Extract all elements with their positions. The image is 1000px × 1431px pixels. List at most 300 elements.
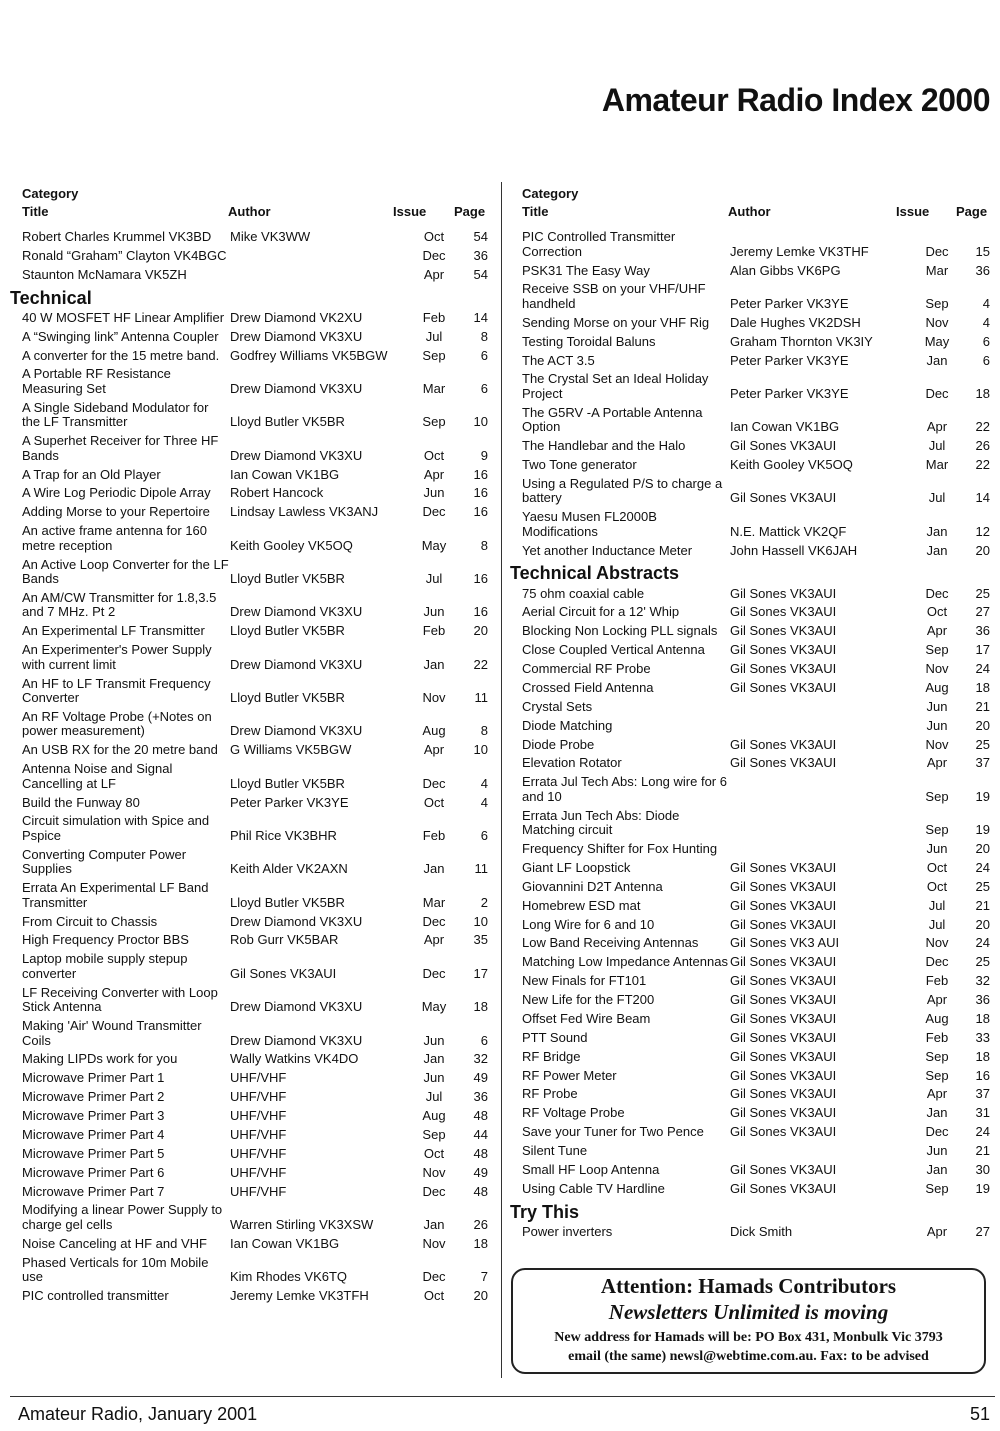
index-entry	[20, 641, 492, 674]
entry-title: Noise Canceling at HF and VHF	[22, 1235, 207, 1251]
entry-page: 21	[975, 1143, 990, 1159]
entry-author: Gil Sones VK3AUI	[730, 661, 837, 677]
entry-title: An HF to LF Transmit Frequency Converter	[22, 675, 211, 706]
entry-page: 25	[975, 736, 990, 752]
entry-page: 11	[474, 690, 488, 706]
entry-page: 21	[975, 897, 990, 913]
entry-issue: Apr	[423, 742, 445, 758]
entry-issue: Jul	[425, 328, 443, 344]
entry-title: Yet another Inductance Meter	[522, 542, 693, 558]
index-entry	[520, 1048, 990, 1067]
entry-issue: Dec	[925, 243, 949, 259]
entry-issue: May	[421, 999, 447, 1015]
index-entry	[520, 622, 990, 641]
index-entry	[520, 660, 990, 679]
entry-page: 17	[473, 965, 488, 981]
entry-issue: Dec	[925, 1124, 949, 1140]
header-title: Title	[522, 204, 549, 219]
entry-author: Dick Smith	[730, 1223, 793, 1239]
entry-issue: Nov	[925, 314, 949, 330]
entry-author: Kim Rhodes VK6TQ	[230, 1269, 348, 1285]
entry-author: Lindsay Lawless VK3ANJ	[230, 504, 379, 520]
entry-page: 17	[975, 642, 990, 658]
index-entry	[520, 280, 990, 313]
entry-author: Peter Parker VK3YE	[730, 295, 849, 311]
header-page: Page	[956, 204, 988, 219]
entry-issue: Jul	[928, 438, 946, 454]
entry-title: An USB RX for the 20 metre band	[22, 742, 218, 758]
section-heading: Technical Abstracts	[510, 563, 680, 584]
entry-page: 25	[975, 878, 990, 894]
entry-author: Gil Sones VK3AUI	[730, 623, 837, 639]
entry-author: UHF/VHF	[230, 1108, 287, 1124]
entry-issue: Oct	[423, 229, 445, 245]
entry-page: 24	[975, 1124, 990, 1140]
entry-page: 19	[975, 788, 990, 804]
index-entry	[20, 346, 492, 365]
entry-issue: Apr	[926, 1086, 948, 1102]
entry-author: Robert Hancock	[230, 485, 324, 501]
entry-page: 22	[473, 656, 488, 672]
footer-rule	[10, 1396, 995, 1397]
entry-title: Frequency Shifter for Fox Hunting	[522, 841, 718, 857]
entry-title: Yaesu Musen FL2000B Modifications	[522, 509, 657, 539]
index-entry	[520, 351, 990, 370]
entry-page: 30	[975, 1161, 990, 1177]
entry-author: Gil Sones VK3AUI	[730, 1124, 837, 1140]
entry-author: Drew Diamond VK3XU	[230, 913, 363, 929]
entry-author: Jeremy Lemke VK3THF	[730, 243, 869, 259]
entry-title: Microwave Primer Part 2	[22, 1089, 165, 1105]
index-entry	[20, 1201, 492, 1234]
entry-page: 22	[975, 419, 990, 435]
index-entry	[20, 266, 492, 285]
header-title: Title	[22, 204, 49, 219]
entry-author: Gil Sones VK3AUI	[730, 992, 837, 1008]
index-entry	[520, 807, 990, 840]
index-entry	[20, 1017, 492, 1050]
entry-author: Lloyd Butler VK5BR	[230, 775, 345, 791]
entry-issue: Apr	[926, 623, 948, 639]
entry-title: A Wire Log Periodic Dipole Array	[22, 485, 211, 501]
entry-page: 15	[975, 243, 990, 259]
entry-title: RF Voltage Probe	[522, 1105, 625, 1121]
entry-author: Lloyd Butler VK5BR	[230, 414, 345, 430]
entry-title: Microwave Primer Part 7	[22, 1183, 165, 1199]
entry-title: An Active Loop Converter for the LF Bands	[22, 556, 229, 587]
column-divider	[501, 182, 502, 1378]
entry-issue: Dec	[422, 1183, 446, 1199]
entry-issue: Jul	[425, 571, 443, 587]
entry-page: 24	[975, 661, 990, 677]
entry-page: 4	[480, 794, 488, 810]
index-entry	[520, 1104, 990, 1123]
entry-issue: Dec	[422, 248, 446, 264]
entry-page: 48	[473, 1108, 488, 1124]
entry-issue: Apr	[423, 932, 445, 948]
index-entry	[520, 859, 990, 878]
entry-title: Microwave Primer Part 3	[22, 1108, 165, 1124]
entry-page: 36	[975, 992, 990, 1008]
entry-author: Gil Sones VK3AUI	[730, 1067, 837, 1083]
page-title: Amateur Radio Index 2000	[601, 82, 990, 118]
entry-page: 36	[975, 623, 990, 639]
entry-author: Peter Parker VK3YE	[730, 352, 849, 368]
entry-title: Microwave Primer Part 1	[22, 1070, 165, 1086]
entry-title: 40 W MOSFET HF Linear Amplifier	[22, 309, 225, 325]
entry-issue: Dec	[422, 1269, 446, 1285]
entry-page: 4	[480, 775, 488, 791]
entry-page: 6	[480, 380, 488, 396]
entry-title: Errata Jun Tech Abs: Diode Matching circuit	[522, 807, 680, 838]
index-entry	[20, 1287, 492, 1306]
entry-issue: Sep	[925, 1067, 949, 1083]
entry-title: Ronald “Graham” Clayton VK4BGC	[22, 248, 227, 264]
entry-title: PIC Controlled Transmitter Correction	[522, 229, 676, 259]
entry-page: 8	[480, 723, 488, 739]
index-entry	[20, 555, 492, 588]
entry-page: 9	[480, 447, 488, 463]
index-entry	[20, 465, 492, 484]
index-entry	[20, 309, 492, 328]
entry-page: 4	[982, 314, 990, 330]
entry-author: John Hassell VK6JAH	[730, 542, 858, 558]
entry-issue: Nov	[422, 1164, 446, 1180]
entry-title: Phased Verticals for 10m Mobile use	[22, 1254, 209, 1285]
index-entry	[520, 735, 990, 754]
index-entry	[20, 879, 492, 912]
right-rows	[510, 228, 990, 1241]
entry-title: Long Wire for 6 and 10	[522, 916, 655, 932]
entry-author: UHF/VHF	[230, 1089, 287, 1105]
entry-issue: Nov	[925, 935, 949, 951]
entry-title: A converter for the 15 metre band.	[22, 347, 220, 363]
entry-author: Gil Sones VK3AUI	[730, 604, 837, 620]
entry-author: Warren Stirling VK3XSW	[230, 1216, 374, 1232]
entry-title: Offset Fed Wire Beam	[522, 1010, 651, 1026]
entry-page: 7	[480, 1269, 488, 1285]
entry-issue: May	[421, 537, 447, 553]
entry-author: Jeremy Lemke VK3TFH	[230, 1288, 369, 1304]
entry-title: Giovannini D2T Antenna	[522, 878, 663, 894]
entry-title: The ACT 3.5	[522, 352, 595, 368]
entry-title: Errata An Experimental LF Band Transmitter	[22, 880, 209, 910]
entry-author: Lloyd Butler VK5BR	[230, 894, 345, 910]
index-entry	[20, 1088, 492, 1107]
entry-author: Gil Sones VK3AUI	[730, 1086, 837, 1102]
entry-author: Drew Diamond VK3XU	[230, 604, 363, 620]
entry-author: Gil Sones VK3AUI	[730, 973, 837, 989]
entry-issue: Jun	[423, 485, 445, 501]
column-header	[20, 184, 492, 220]
entry-title: Aerial Circuit for a 12' Whip	[522, 604, 680, 620]
entry-issue: Oct	[423, 794, 445, 810]
entry-author: Mike VK3WW	[230, 229, 311, 245]
entry-issue: Aug	[925, 679, 949, 695]
entry-author: Peter Parker VK3YE	[730, 385, 849, 401]
entry-author: Lloyd Butler VK5BR	[230, 623, 345, 639]
index-entry	[20, 741, 492, 760]
entry-title: New Finals for FT101	[522, 973, 647, 989]
index-entry	[20, 247, 492, 266]
index-entry	[20, 622, 492, 641]
entry-issue: Jan	[926, 1161, 948, 1177]
entry-issue: Oct	[423, 447, 445, 463]
notice-subheading: Newsletters Unlimited is moving	[608, 1300, 889, 1324]
entry-page: 6	[982, 333, 990, 349]
entry-page: 14	[473, 309, 488, 325]
entry-title: A Portable RF Resistance Measuring Set	[22, 366, 171, 396]
entry-author: Peter Parker VK3YE	[230, 794, 349, 810]
entry-issue: Dec	[422, 504, 446, 520]
entry-title: Making LIPDs work for you	[22, 1051, 178, 1067]
entry-author: Gil Sones VK3AUI	[730, 438, 837, 454]
index-entry	[520, 754, 990, 773]
entry-page: 10	[473, 414, 488, 430]
entry-page: 16	[473, 466, 488, 482]
index-entry	[520, 991, 990, 1010]
index-entry	[520, 953, 990, 972]
entry-page: 20	[473, 1288, 488, 1304]
entry-author: Gil Sones VK3 AUI	[730, 935, 840, 951]
header-category: Category	[522, 186, 579, 201]
entry-author: Gil Sones VK3AUI	[730, 736, 837, 752]
entry-issue: Feb	[925, 1029, 949, 1045]
index-entry	[520, 475, 990, 508]
index-entry	[520, 717, 990, 736]
index-entry	[20, 228, 492, 247]
entry-page: 22	[975, 457, 990, 473]
entry-title: An active frame antenna for 160 metre reception	[22, 523, 208, 553]
index-entry	[20, 1069, 492, 1088]
entry-page: 18	[975, 385, 990, 401]
entry-issue: Oct	[423, 1145, 445, 1161]
entry-title: Diode Matching	[522, 717, 613, 733]
index-entry	[20, 1050, 492, 1069]
entry-author: UHF/VHF	[230, 1183, 287, 1199]
entry-title: The Crystal Set an Ideal Holiday Project	[522, 371, 709, 401]
entry-issue: Feb	[422, 309, 446, 325]
index-entry	[520, 1180, 990, 1199]
entry-author: UHF/VHF	[230, 1126, 287, 1142]
entry-issue: Nov	[925, 661, 949, 677]
index-entry	[520, 1223, 990, 1242]
header-issue: Issue	[393, 204, 427, 219]
entry-issue: Dec	[925, 585, 949, 601]
entry-title: Homebrew ESD mat	[522, 897, 641, 913]
entry-title: Two Tone generator	[522, 457, 637, 473]
index-entry	[20, 522, 492, 555]
entry-title: From Circuit to Chassis	[22, 913, 158, 929]
entry-author: Drew Diamond VK3XU	[230, 999, 363, 1015]
header-page: Page	[454, 204, 486, 219]
entry-page: 35	[473, 932, 488, 948]
entry-issue: Sep	[422, 1126, 446, 1142]
entry-issue: Jan	[926, 542, 948, 558]
entry-page: 18	[473, 999, 488, 1015]
entry-page: 36	[473, 1089, 488, 1105]
entry-issue: May	[924, 333, 950, 349]
entry-issue: Sep	[422, 347, 446, 363]
entry-issue: Sep	[925, 788, 949, 804]
index-entry	[20, 1182, 492, 1201]
entry-author: Drew Diamond VK2XU	[230, 309, 363, 325]
entry-page: 49	[473, 1070, 488, 1086]
index-entry	[520, 1161, 990, 1180]
index-entry	[520, 314, 990, 333]
entry-page: 8	[480, 537, 488, 553]
entry-title: Giant LF Loopstick	[522, 859, 631, 875]
entry-page: 21	[975, 698, 990, 714]
entry-title: Using a Regulated P/S to charge a battery	[522, 475, 723, 506]
entry-author: Drew Diamond VK3XU	[230, 328, 363, 344]
entry-title: Elevation Rotator	[522, 755, 622, 771]
entry-title: Circuit simulation with Spice and Pspice	[22, 813, 210, 843]
entry-title: Microwave Primer Part 6	[22, 1164, 165, 1180]
entry-author: Rob Gurr VK5BAR	[230, 932, 339, 948]
entry-author: Ian Cowan VK1BG	[730, 419, 840, 435]
index-entry	[520, 1085, 990, 1104]
index-entry	[520, 934, 990, 953]
left-rows	[10, 228, 492, 1306]
entry-issue: Dec	[422, 965, 446, 981]
entry-page: 36	[975, 262, 990, 278]
entry-title: The G5RV -A Portable Antenna Option	[522, 404, 703, 435]
entry-author: Ian Cowan VK1BG	[230, 1235, 340, 1251]
entry-author: Lloyd Butler VK5BR	[230, 571, 345, 587]
entry-page: 27	[975, 604, 990, 620]
entry-issue: Jan	[423, 1216, 445, 1232]
index-entry	[520, 972, 990, 991]
entry-author: Gil Sones VK3AUI	[730, 755, 837, 771]
entry-title: Microwave Primer Part 4	[22, 1126, 165, 1142]
entry-title: RF Bridge	[522, 1048, 581, 1064]
entry-page: 25	[975, 954, 990, 970]
entry-issue: Sep	[925, 822, 949, 838]
entry-title: Converting Computer Power Supplies	[22, 846, 187, 877]
entry-issue: Sep	[925, 1180, 949, 1196]
entry-author: UHF/VHF	[230, 1070, 287, 1086]
entry-page: 6	[982, 352, 990, 368]
entry-author: Keith Gooley VK5OQ	[730, 457, 853, 473]
entry-issue: Oct	[926, 604, 948, 620]
entry-author: Lloyd Butler VK5BR	[230, 690, 345, 706]
entry-page: 32	[975, 973, 990, 989]
header-author: Author	[728, 204, 771, 219]
index-entry	[20, 760, 492, 793]
entry-title: Blocking Non Locking PLL signals	[522, 623, 718, 639]
entry-page: 6	[480, 827, 488, 843]
entry-issue: Feb	[925, 973, 949, 989]
entry-author: Ian Cowan VK1BG	[230, 466, 340, 482]
entry-page: 54	[473, 266, 488, 282]
entry-issue: Aug	[422, 1108, 446, 1124]
entry-title: Microwave Primer Part 5	[22, 1145, 165, 1161]
entry-author: Drew Diamond VK3XU	[230, 447, 363, 463]
index-entry	[20, 1235, 492, 1254]
entry-title: Sending Morse on your VHF Rig	[522, 314, 710, 330]
entry-issue: Jun	[926, 1143, 948, 1159]
entry-page: 27	[975, 1223, 990, 1239]
entry-author: N.E. Mattick VK2QF	[730, 523, 847, 539]
entry-title: Crystal Sets	[522, 698, 593, 714]
entry-title: The Handlebar and the Halo	[522, 438, 686, 454]
entry-page: 26	[473, 1216, 488, 1232]
index-entry	[520, 456, 990, 475]
notice-address: New address for Hamads will be: PO Box 431, Monbulk Vic 3793	[554, 1330, 943, 1345]
entry-author: Gil Sones VK3AUI	[730, 897, 837, 913]
entry-issue: Nov	[925, 736, 949, 752]
entry-page: 16	[473, 571, 488, 587]
entry-issue: Feb	[422, 623, 446, 639]
entry-page: 44	[473, 1126, 488, 1142]
index-entry	[520, 437, 990, 456]
entry-author: Gil Sones VK3AUI	[730, 878, 837, 894]
entry-issue: Jan	[423, 656, 445, 672]
index-entry	[520, 1142, 990, 1161]
entry-title: Power inverters	[522, 1223, 613, 1239]
entry-title: Low Band Receiving Antennas	[522, 935, 699, 951]
entry-author: Dale Hughes VK2DSH	[730, 314, 861, 330]
entry-issue: Jan	[423, 1051, 445, 1067]
entry-author: Keith Gooley VK5OQ	[230, 537, 353, 553]
entry-issue: Mar	[422, 380, 446, 396]
entry-page: 31	[975, 1105, 990, 1121]
entry-title: Crossed Field Antenna	[522, 679, 654, 695]
entry-title: RF Probe	[522, 1086, 578, 1102]
entry-issue: Oct	[926, 859, 948, 875]
index-entry	[520, 698, 990, 717]
entry-page: 20	[975, 916, 990, 932]
entry-title: Diode Probe	[522, 736, 595, 752]
index-entry	[20, 950, 492, 983]
entry-author: Gil Sones VK3AUI	[730, 1010, 837, 1026]
index-entry	[20, 432, 492, 465]
entry-author: Gil Sones VK3AUI	[730, 916, 837, 932]
entry-author: Gil Sones VK3AUI	[730, 585, 837, 601]
entry-issue: Dec	[925, 385, 949, 401]
index-entry	[520, 508, 990, 541]
entry-title: High Frequency Proctor BBS	[22, 932, 189, 948]
entry-title: A “Swinging link” Antenna Coupler	[22, 328, 219, 344]
entry-author: UHF/VHF	[230, 1145, 287, 1161]
section-heading: Technical	[10, 287, 92, 308]
header-author: Author	[228, 204, 271, 219]
entry-title: Antenna Noise and Signal Cancelling at LF	[22, 761, 173, 791]
entry-page: 48	[473, 1145, 488, 1161]
index-entry	[520, 1123, 990, 1142]
entry-page: 20	[975, 717, 990, 733]
index-entry	[520, 370, 990, 403]
index-entry	[520, 603, 990, 622]
entry-issue: Jun	[423, 1032, 445, 1048]
entry-author: Keith Alder VK2AXN	[230, 861, 348, 877]
entry-issue: Mar	[422, 894, 446, 910]
index-entry	[20, 846, 492, 879]
entry-title: An AM/CW Transmitter for 1.8,3.5 and 7 MHz. Pt 2	[22, 589, 217, 620]
entry-page: 18	[975, 1010, 990, 1026]
entry-title: Laptop mobile supply stepup converter	[22, 951, 188, 981]
entry-author: Phil Rice VK3BHR	[230, 827, 337, 843]
entry-title: PTT Sound	[522, 1029, 588, 1045]
entry-author: Gil Sones VK3AUI	[730, 1105, 837, 1121]
index-entry	[520, 641, 990, 660]
entry-issue: Jun	[423, 604, 445, 620]
index-entry	[20, 328, 492, 347]
entry-issue: Feb	[422, 827, 446, 843]
index-entry	[20, 484, 492, 503]
index-entry	[520, 915, 990, 934]
